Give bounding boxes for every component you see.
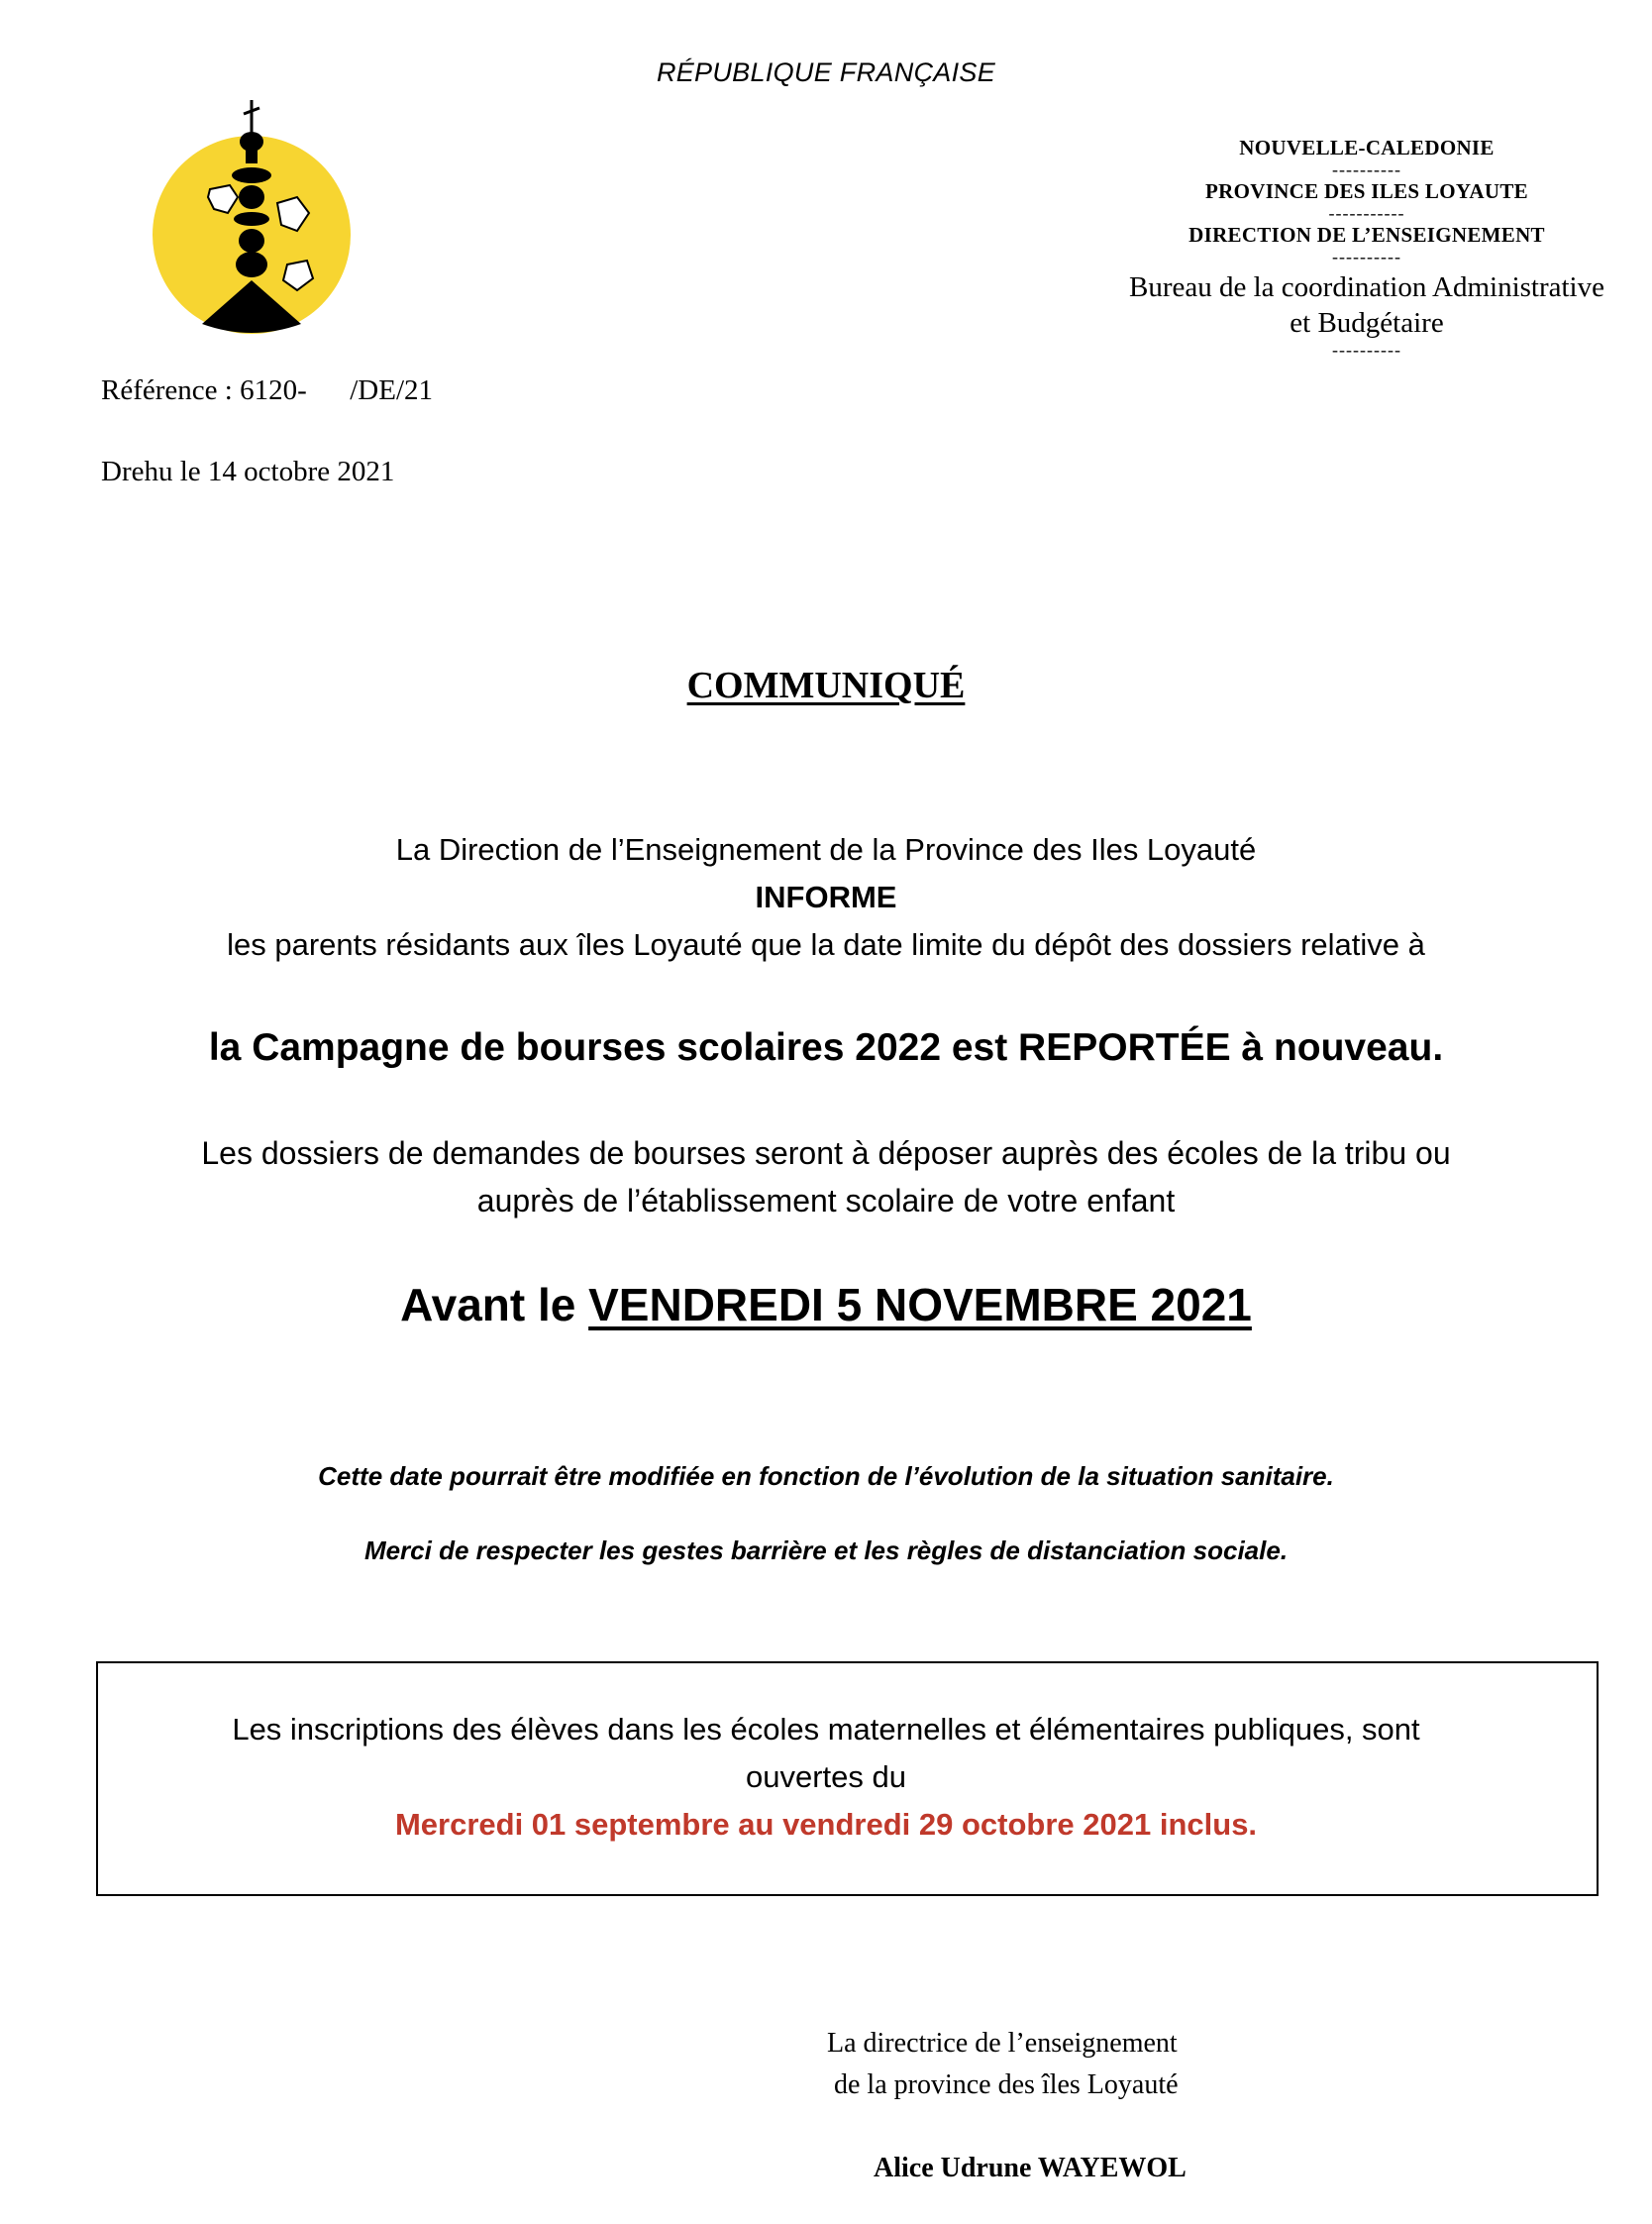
republic-heading: RÉPUBLIQUE FRANÇAISE (656, 57, 996, 87)
signatory-name: Alice Udrune WAYEWOL (874, 2153, 1187, 2183)
headline: la Campagne de bourses scolaires 2022 est REPORTÉE à nouveau. (208, 1026, 1444, 1069)
administration-block (1080, 135, 1652, 359)
intro-line-1: La Direction de l’Enseignement de la Province des Iles Loyauté (395, 832, 1257, 867)
deposit-line-2: auprès de l’établissement scolaire de votre enfant (476, 1183, 1176, 1218)
barrier-gestures-note: Merci de respecter les gestes barrière et les règles de distanciation sociale. (363, 1536, 1289, 1565)
admin-separator: ---------- (1332, 247, 1401, 266)
deadline-prefix: Avant le (400, 1279, 589, 1330)
admin-direction: DIRECTION DE L’ENSEIGNEMENT (1188, 223, 1545, 247)
admin-province: PROVINCE DES ILES LOYAUTE (1205, 179, 1528, 203)
admin-country: NOUVELLE-CALEDONIE (1239, 136, 1495, 159)
intro-line-3: les parents résidants aux îles Loyauté que la date limite du dépôt des dossiers relative à (227, 927, 1425, 962)
signature-title-line-1: La directrice de l’enseignement (827, 2028, 1178, 2059)
admin-bureau-line1: Bureau de la coordination Administrative (1129, 271, 1604, 303)
sanitary-note: Cette date pourrait être modifiée en fonction de l’évolution de la situation sanitaire. (318, 1461, 1334, 1491)
deposit-line-1: Les dossiers de demandes de bourses seront à déposer auprès des écoles de la tribu ou (201, 1135, 1451, 1171)
page-title: COMMUNIQUÉ (686, 665, 966, 706)
signature-title-line-2: de la province des îles Loyauté (834, 2069, 1179, 2100)
admin-separator: ---------- (1332, 340, 1401, 360)
reference-number: Référence : 6120- /DE/21 (101, 374, 434, 406)
intro-line-2: INFORME (755, 880, 897, 914)
admin-bureau-line2: et Budgétaire (1290, 307, 1444, 339)
deadline-date: VENDREDI 5 NOVEMBRE 2021 (588, 1279, 1252, 1330)
admin-separator: ---------- (1332, 159, 1401, 179)
admin-separator: ----------- (1328, 203, 1405, 223)
enrollment-dates: Mercredi 01 septembre au vendredi 29 octobre 2021 inclus. (394, 1807, 1258, 1842)
document-date: Drehu le 14 octobre 2021 (101, 456, 395, 487)
enrollment-line-2: ouvertes du (746, 1759, 906, 1794)
enrollment-line-1: Les inscriptions des élèves dans les écoles maternelles et élémentaires publiques, sont (232, 1712, 1420, 1747)
deadline (0, 1278, 1652, 1331)
province-emblem-icon (149, 94, 357, 342)
